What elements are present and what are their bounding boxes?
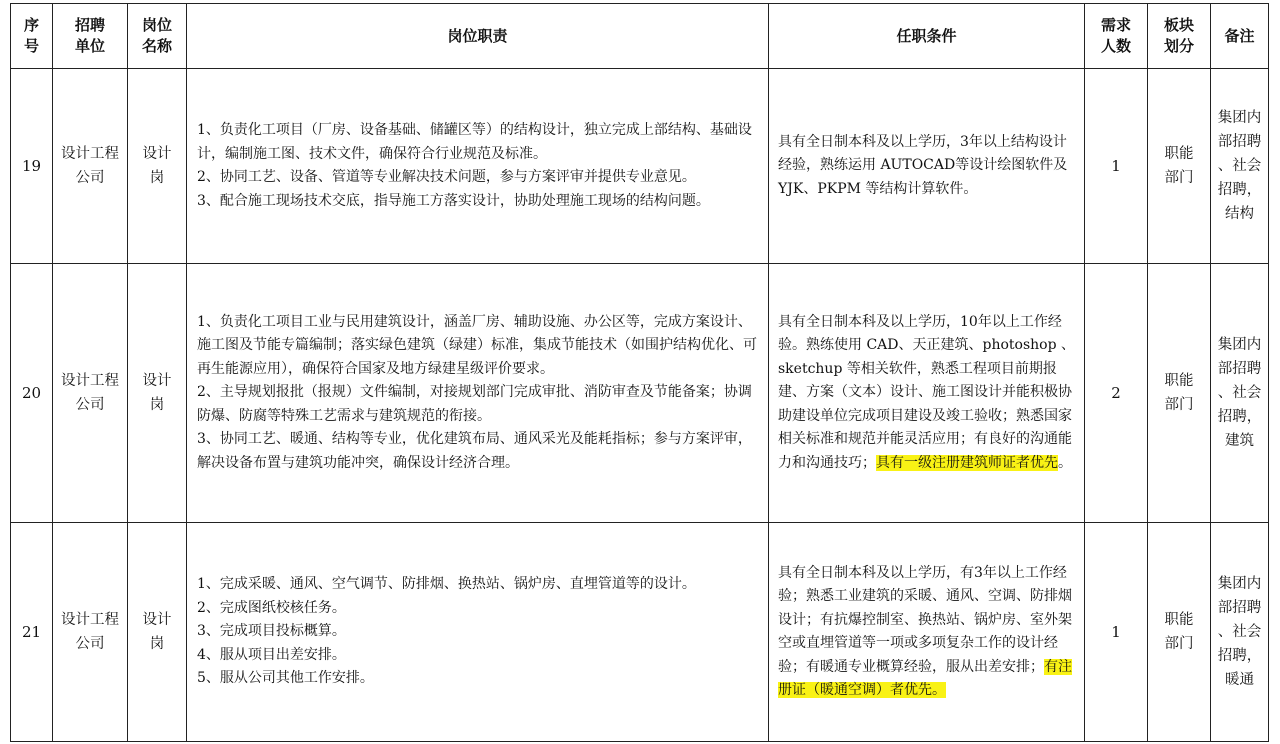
cell-duties — [187, 523, 769, 742]
header-requirements: 任职条件 — [769, 4, 1085, 69]
cell-unit: 设计工程 公司 — [53, 264, 128, 523]
duty-item: 2、完成图纸校核任务。 — [197, 599, 346, 616]
cell-unit: 设计工程 公司 — [53, 523, 128, 742]
cell-remarks: 集团内 部招聘 、社会 招聘， 暖通 — [1211, 523, 1269, 742]
cell-index: 20 — [11, 264, 53, 523]
cell-remarks: 集团内 部招聘 、社会 招聘， 建筑 — [1211, 264, 1269, 523]
recruitment-table — [10, 3, 1269, 742]
table-row — [11, 264, 1269, 523]
table-row — [11, 69, 1269, 264]
requirements-text: 具有全日制本科及以上学历，3年以上结构设计经验，熟练运用 AUTOCAD等设计绘图软件及 YJK、PKPM 等结构计算软件。 — [778, 133, 1068, 197]
duty-item: 3、配合施工现场技术交底，指导施工方落实设计，协助处理施工现场的结构问题。 — [197, 192, 710, 209]
cell-count: 2 — [1085, 264, 1148, 523]
duty-item: 3、完成项目投标概算。 — [197, 623, 346, 640]
cell-post: 设计 岗 — [128, 69, 187, 264]
duty-item: 5、服从公司其他工作安排。 — [197, 670, 374, 687]
cell-requirements — [769, 264, 1085, 523]
cell-requirements — [769, 523, 1085, 742]
header-row — [11, 4, 1269, 69]
header-index: 序 号 — [11, 4, 53, 69]
header-post: 岗位 名称 — [128, 4, 187, 69]
cell-division: 职能 部门 — [1148, 69, 1211, 264]
cell-count: 1 — [1085, 69, 1148, 264]
header-duties: 岗位职责 — [187, 4, 769, 69]
header-unit: 招聘 单位 — [53, 4, 128, 69]
requirements-text: 具有全日制本科及以上学历，有3年以上工作经验；熟悉工业建筑的采暖、通风、空调、防排烟设计；有抗爆控制室、换热站、锅炉房、室外架空或直埋管道等一项或多项复杂工作的设计经验；有暖通专业概算经验，服从出差安排； — [778, 564, 1072, 675]
cell-post: 设计 岗 — [128, 264, 187, 523]
cell-index: 19 — [11, 69, 53, 264]
cell-division: 职能 部门 — [1148, 264, 1211, 523]
duty-item: 1、完成采暖、通风、空气调节、防排烟、换热站、锅炉房、直埋管道等的设计。 — [197, 576, 696, 593]
header-division: 板块 划分 — [1148, 4, 1211, 69]
cell-count: 1 — [1085, 523, 1148, 742]
duty-item: 3、协同工艺、暖通、结构等专业，优化建筑布局、通风采光及能耗指标；参与方案评审，解决设备布置与建筑功能冲突，确保设计经济合理。 — [197, 431, 752, 471]
cell-remarks: 集团内 部招聘 、社会 招聘， 结构 — [1211, 69, 1269, 264]
requirements-text: 具有全日制本科及以上学历，10年以上工作经验。熟练使用 CAD、天正建筑、photoshop 、sketchup 等相关软件，熟悉工程项目前期报建、方案（文本）设计、施工图设计并能积极协助建设单位完成项目建设及竣工验收；熟悉国家相关标准和规范并能灵活应用；有良好的沟通能力和沟通技巧； — [778, 313, 1076, 471]
header-count: 需求 人数 — [1085, 4, 1148, 69]
duty-item: 4、服从项目出差安排。 — [197, 646, 346, 663]
header-remarks: 备注 — [1211, 4, 1269, 69]
cell-index: 21 — [11, 523, 53, 742]
cell-requirements — [769, 69, 1085, 264]
duty-item: 2、协同工艺、设备、管道等专业解决技术问题，参与方案评审并提供专业意见。 — [197, 169, 696, 185]
cell-division: 职能 部门 — [1148, 523, 1211, 742]
duty-item: 2、主导规划报批（报规）文件编制，对接规划部门完成审批、消防审查及节能备案；协调防爆、防腐等特殊工艺需求与建筑规范的衔接。 — [197, 384, 752, 424]
cell-duties — [187, 69, 769, 264]
cell-post: 设计 岗 — [128, 523, 187, 742]
duty-item: 1、负责化工项目（厂房、设备基础、储罐区等）的结构设计，独立完成上部结构、基础设计，编制施工图、技术文件，确保符合行业规范及标准。 — [197, 122, 752, 162]
requirements-tail: 。 — [1058, 454, 1072, 471]
cell-unit: 设计工程 公司 — [53, 69, 128, 264]
requirements-highlight: 有注册证（暖通空调）者优先。 — [778, 658, 1072, 698]
cell-duties — [187, 264, 769, 523]
duty-item: 1、负责化工项目工业与民用建筑设计，涵盖厂房、辅助设施、办公区等，完成方案设计、施工图及节能专篇编制；落实绿色建筑（绿建）标准，集成节能技术（如围护结构优化、可再生能源应用），确保符合国家及地方绿建星级评价要求。 — [197, 313, 757, 377]
table-row — [11, 523, 1269, 742]
requirements-highlight: 具有一级注册建筑师证者优先 — [876, 454, 1058, 471]
